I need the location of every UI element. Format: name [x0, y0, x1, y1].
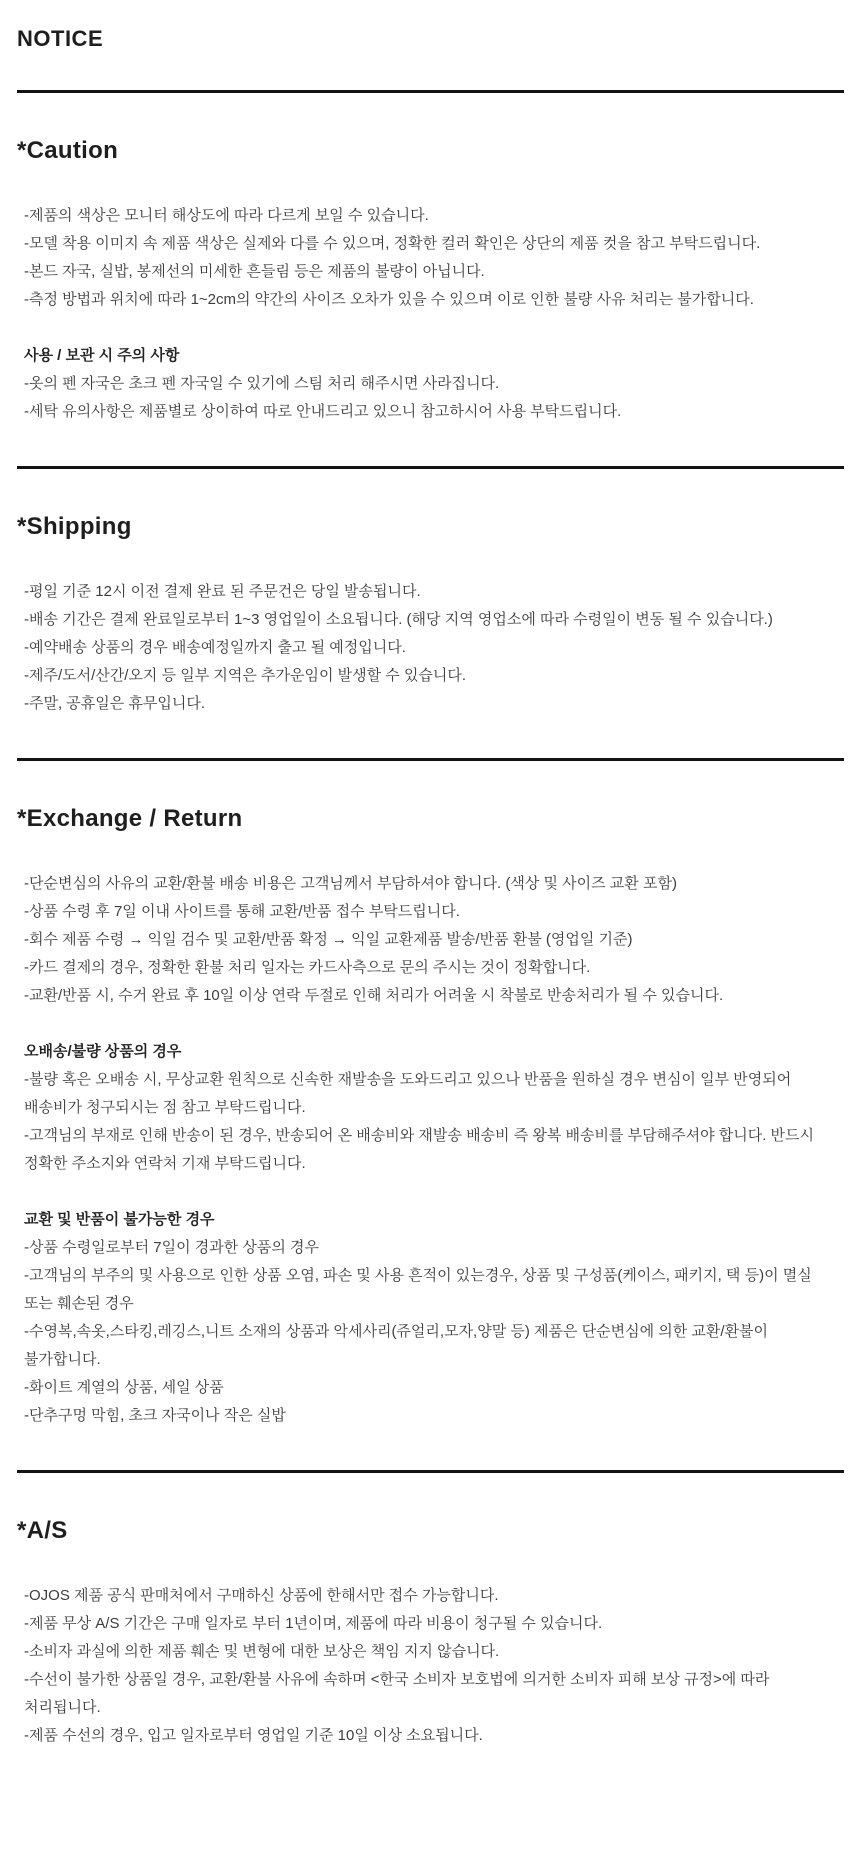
notice-item: -수선이 불가한 상품일 경우, 교환/환불 사유에 속하며 <한국 소비자 보호법에 의거한 소비자 피해 보상 규정>에 따라 처리됩니다. — [24, 1670, 770, 1716]
section-divider — [17, 1470, 844, 1473]
notice-item: -측정 방법과 위치에 따라 1~2cm의 약간의 사이즈 오차가 있을 수 있으며 이로 인한 불량 사유 처리는 불가합니다. — [24, 291, 754, 309]
notice-item: -예약배송 상품의 경우 배송예정일까지 출고 될 예정입니다. — [24, 638, 406, 656]
notice-item: -카드 결제의 경우, 정확한 환불 처리 일자는 카드사측으로 문의 주시는 것이 정확합니다. — [24, 958, 591, 976]
section-divider — [17, 90, 844, 93]
notice-item: -제주/도서/산간/오지 등 일부 지역은 추가운임이 발생할 수 있습니다. — [24, 666, 467, 684]
section-heading-exchange-return: *Exchange / Return — [17, 804, 243, 832]
notice-item: -회수 제품 수령 → 익일 검수 및 교환/반품 확정 → 익일 교환제품 발송/반품 환불 (영업일 기준) — [24, 930, 633, 948]
notice-group — [17, 202, 844, 314]
notice-item: -제품 수선의 경우, 입고 일자로부터 영업일 기준 10일 이상 소요됩니다. — [24, 1726, 483, 1744]
notice-item: -교환/반품 시, 수거 완료 후 10일 이상 연락 두절로 인해 처리가 어려울 시 착불로 반송처리가 될 수 있습니다. — [24, 986, 724, 1004]
section-heading-caution: *Caution — [17, 137, 119, 165]
notice-item: -소비자 과실에 의한 제품 훼손 및 변형에 대한 보상은 책임 지지 않습니다. — [24, 1642, 500, 1660]
notice-item: -단순변심의 사유의 교환/환불 배송 비용은 고객님께서 부담하셔야 합니다. (색상 및 사이즈 교환 포함) — [24, 874, 677, 892]
notice-item: -세탁 유의사항은 제품별로 상이하여 따로 안내드리고 있으니 참고하시어 사용 부탁드립니다. — [24, 403, 622, 421]
notice-item: -OJOS 제품 공식 판매처에서 구매하신 상품에 한해서만 접수 가능합니다. — [24, 1586, 499, 1604]
notice-item: -상품 수령일로부터 7일이 경과한 상품의 경우 — [24, 1238, 319, 1256]
notice-item: -수영복,속옷,스타킹,레깅스,니트 소재의 상품과 악세사리(쥬얼리,모자,양말 등) 제품은 단순변심에 의한 교환/환불이 불가합니다. — [24, 1322, 769, 1368]
section-exchange-return — [17, 758, 844, 1430]
group-title: 오배송/불량 상품의 경우 — [24, 1042, 182, 1060]
section-after-service — [17, 1470, 844, 1750]
notice-item: -불량 혹은 오배송 시, 무상교환 원칙으로 신속한 재발송을 도와드리고 있으나 반품을 원하실 경우 변심이 일부 반영되어 배송비가 청구되시는 점 참고 부탁드립니다. — [24, 1070, 792, 1116]
notice-item: -옷의 펜 자국은 초크 펜 자국일 수 있기에 스팀 처리 해주시면 사라집니다. — [24, 375, 500, 393]
notice-item: -단추구멍 막힘, 초크 자국이나 작은 실밥 — [24, 1406, 286, 1424]
group-title: 사용 / 보관 시 주의 사항 — [24, 347, 180, 365]
notice-item: -제품의 색상은 모니터 해상도에 따라 다르게 보일 수 있습니다. — [24, 207, 429, 225]
section-heading-after-service: *A/S — [17, 1516, 68, 1544]
notice-item: -본드 자국, 실밥, 봉제선의 미세한 흔들림 등은 제품의 불량이 아닙니다. — [24, 263, 485, 281]
section-shipping — [17, 466, 844, 718]
section-divider — [17, 466, 844, 469]
notice-item: -제품 무상 A/S 기간은 구매 일자로 부터 1년이며, 제품에 따라 비용이 청구될 수 있습니다. — [24, 1614, 603, 1632]
notice-item: -주말, 공휴일은 휴무입니다. — [24, 694, 206, 712]
group-title: 교환 및 반품이 불가능한 경우 — [24, 1210, 215, 1228]
notice-item: -평일 기준 12시 이전 결제 완료 된 주문건은 당일 발송됩니다. — [24, 582, 421, 600]
section-caution — [17, 90, 844, 426]
section-heading-shipping: *Shipping — [17, 513, 132, 541]
section-divider — [17, 758, 844, 761]
notice-item: -고객님의 부주의 및 사용으로 인한 상품 오염, 파손 및 사용 흔적이 있는경우, 상품 및 구성품(케이스, 패키지, 택 등)이 멸실 또는 훼손된 경우 — [24, 1266, 812, 1312]
notice-item: -배송 기간은 결제 완료일로부터 1~3 영업일이 소요됩니다. (해당 지역 영업소에 따라 수령일이 변동 될 수 있습니다.) — [24, 610, 773, 628]
notice-sections — [17, 90, 844, 1749]
notice-group — [17, 342, 844, 426]
notice-item: -상품 수령 후 7일 이내 사이트를 통해 교환/반품 접수 부탁드립니다. — [24, 902, 460, 920]
page-title: NOTICE — [17, 26, 104, 51]
notice-item: -고객님의 부재로 인해 반송이 된 경우, 반송되어 온 배송비와 재발송 배송비 즉 왕복 배송비를 부담해주셔야 합니다. 반드시 정확한 주소지와 연락처 기재 부탁드립니다. — [24, 1126, 815, 1172]
notice-group — [17, 1206, 844, 1430]
notice-group — [17, 1038, 844, 1178]
notice-item: -화이트 계열의 상품, 세일 상품 — [24, 1378, 224, 1396]
notice-item: -모델 착용 이미지 속 제품 색상은 실제와 다를 수 있으며, 정확한 컬러 확인은 상단의 제품 컷을 참고 부탁드립니다. — [24, 235, 761, 253]
notice-group — [17, 1582, 844, 1750]
notice-group — [17, 870, 844, 1010]
notice-group — [17, 578, 844, 718]
